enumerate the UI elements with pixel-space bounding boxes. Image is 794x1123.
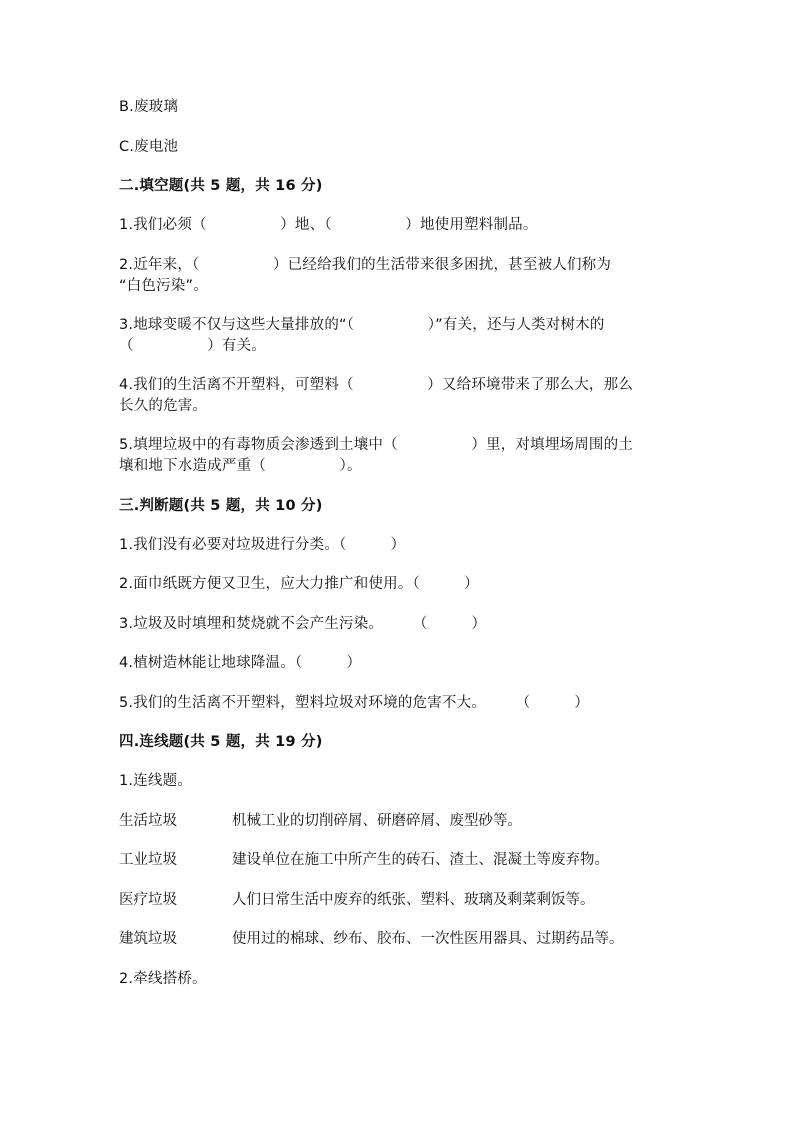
fill-q3-line2: （ ）有关。 [119,338,266,354]
matching-left-item: 工业垃圾 [119,852,177,868]
matching-right-item: 人们日常生活中废弃的纸张、塑料、玻璃及剩菜剩饭等。 [232,892,595,908]
judge-q3: 3.垃圾及时填埋和焚烧就不会产生污染。 （ ） [119,616,487,632]
judge-q1: 1.我们没有必要对垃圾进行分类。（ ） [119,537,406,553]
matching-left-item: 生活垃圾 [119,813,177,829]
matching-q2-title: 2.牵线搭桥。 [119,971,207,987]
judge-q5: 5.我们的生活离不开塑料，塑料垃圾对环境的危害不大。 （ ） [119,695,590,711]
section-judge-heading: 三.判断题(共 5 题，共 10 分) [119,498,323,514]
matching-right-item: 使用过的棉球、纱布、胶布、一次性医用器具、过期药品等。 [232,931,624,947]
fill-q4-line2: 长久的危害。 [119,398,208,414]
option-c: C.废电池 [119,139,179,155]
fill-q4-line1: 4.我们的生活离不开塑料，可塑料（ ）又给环境带来了那么大，那么 [119,377,634,393]
matching-right-item: 建设单位在施工中所产生的砖石、渣土、混凝土等废弃物。 [232,852,609,868]
fill-q2-line2: “白色污染”。 [119,278,208,294]
fill-q1: 1.我们必须（ ）地、（ ）地使用塑料制品。 [119,217,538,233]
matching-left-item: 医疗垃圾 [119,892,177,908]
section-fill-in-heading: 二.填空题(共 5 题，共 16 分) [119,178,323,194]
matching-right-item: 机械工业的切削碎屑、研磨碎屑、废型砂等。 [232,813,522,829]
judge-q2: 2.面巾纸既方便又卫生，应大力推广和使用。（ ） [119,576,479,592]
fill-q5-line1: 5.填埋垃圾中的有毒物质会渗透到土壤中（ ）里，对填埋场周围的土 [119,437,634,453]
option-b: B.废玻璃 [119,99,179,115]
fill-q3-line1: 3.地球变暖不仅与这些大量排放的“（ ）”有关，还与人类对树木的 [119,317,605,333]
matching-q1-title: 1.连线题。 [119,773,193,789]
fill-q5-line2: 壤和地下水造成严重（ ）。 [119,458,362,474]
fill-q2-line1: 2.近年来，（ ）已经给我们的生活带来很多困扰，甚至被人们称为 [119,257,612,273]
judge-q4: 4.植树造林能让地球降温。（ ） [119,655,362,671]
section-matching-heading: 四.连线题(共 5 题，共 19 分) [119,734,323,750]
matching-left-item: 建筑垃圾 [119,931,177,947]
